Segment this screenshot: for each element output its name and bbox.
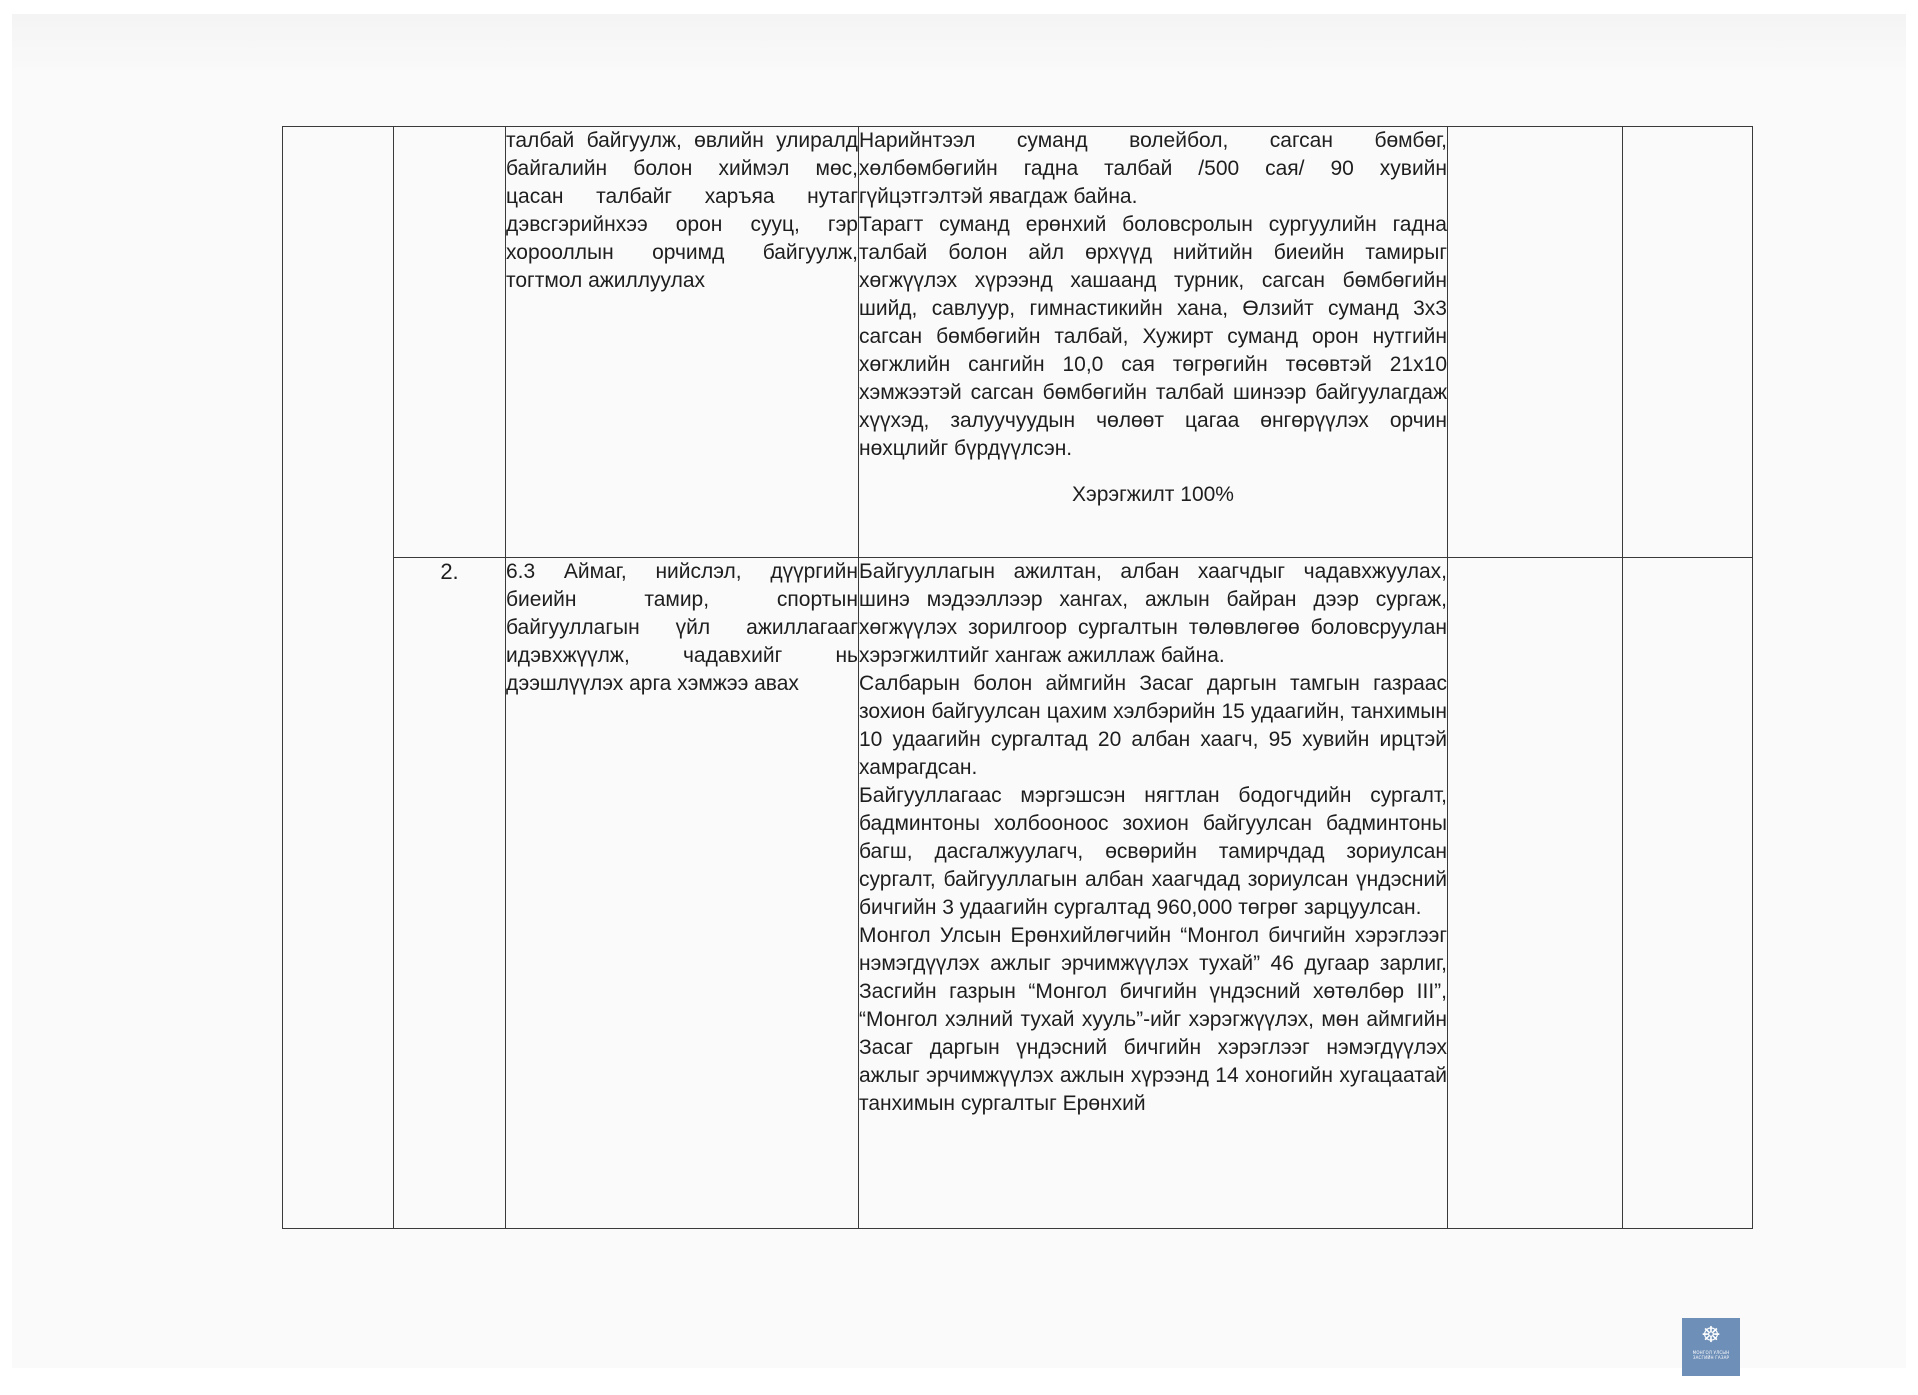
empty-cell [1623, 127, 1753, 558]
row-number-cell [394, 127, 506, 558]
progress-paragraph: Байгууллагын ажилтан, албан хаагчдыг чадавхжуулах, шинэ мэдээллээр хангах, ажлын байран дээр сургаж, хөгжүүлэх зорилгоор сургалтын төлөвлөгөө боловсруулан хэрэгжилтийг хангаж ажиллаж байна. [859, 560, 1447, 667]
row-number-cell: 2. [394, 558, 506, 1229]
progress-paragraph: Байгууллагаас мэргэшсэн нягтлан бодогчдийн сургалт, бадминтоны холбооноос зохион байгуулсан бадминтоны багш, дасгалжуулагч, өсвөрийн тамирчдад зориулсан сургалт, байгууллагын албан хаагчдад зориулсан үндэсний бичгийн 3 удаагийн сургалтад 960,000 төгрөг зарцуулсан. [859, 784, 1447, 919]
table-row [283, 127, 1753, 558]
measure-text: 6.3 Аймаг, нийслэл, дүүргийн биеийн тамир, спортын байгууллагын үйл ажиллагааг идэвхжүүлж, чадавхийг нь дээшлүүлэх арга хэмжээ авах [506, 560, 858, 695]
emblem-caption: МОНГОЛ УЛСЫН ЗАСГИЙН ГАЗАР [1692, 1350, 1730, 1360]
progress-paragraph: Монгол Улсын Ерөнхийлөгчийн “Монгол бичгийн хэрэглээг нэмэгдүүлэх ажлыг эрчимжүүлэх тухай” 46 дугаар зарлиг, Засгийн газрын “Монгол бичгийн үндэсний хөтөлбөр III”, “Монгол хэлний тухай хууль”-ийг хэрэгжүүлэх, мөн аймгийн Засаг даргын үндэсний бичгийн хэрэглээг нэмэгдүүлэх ажлыг эрчимжүүлэх ажлын хүрээнд 14 хоногийн хугацаатай танхимын сургалтыг Ерөнхий [859, 924, 1447, 1115]
progress-paragraph: Салбарын болон аймгийн Засаг даргын тамгын газраас зохион байгуулсан цахим хэлбэрийн 15 удаагийн, танхимын 10 удаагийн сургалтад 20 албан хаагч, 95 хувийн ирцтэй хамрагдсан. [859, 672, 1447, 779]
progress-paragraph: Тарагт суманд ерөнхий боловсролын сургуулийн гадна талбай болон айл өрхүүд нийтийн биеийн тамирыг хөгжүүлэх хүрээнд хашаанд турник, сагсан бөмбөгийн шийд, савлуур, гимнастикийн хана, Өлзийт суманд 3х3 сагсан бөмбөгийн талбай, Хужирт суманд орон нутгийн хөгжлийн сангийн 10,0 сая төгрөгийн төсөвтэй 21х10 хэмжээтэй сагсан бөмбөгийн талбай шинээр байгуулагдаж хүүхэд, залуучуудын чөлөөт цагаа өнгөрүүлэх орчин нөхцлийг бүрдүүлсэн. [859, 213, 1447, 460]
report-table [282, 126, 1753, 1229]
empty-cell [1448, 127, 1623, 558]
measure-cell [506, 127, 859, 558]
progress-cell [859, 558, 1448, 1229]
progress-cell [859, 127, 1448, 558]
progress-paragraph: Нарийнтээл суманд волейбол, сагсан бөмбөг, хөлбөмбөгийн гадна талбай /500 сая/ 90 хувийн гүйцэтгэлтэй явагдаж байна. [859, 129, 1447, 208]
soyombo-emblem-icon: ☸ [1701, 1323, 1721, 1348]
measure-cell [506, 558, 859, 1229]
empty-cell [1448, 558, 1623, 1229]
index-column-cell [283, 127, 394, 1229]
government-emblem [1682, 1318, 1740, 1376]
completion-rate: Хэрэгжилт 100% [1072, 483, 1234, 506]
empty-cell [1623, 558, 1753, 1229]
table-row [283, 558, 1753, 1229]
measure-text: талбай байгуулж, өвлийн улиралд байгалийн болон хиймэл мөс, цасан талбайг харъяа нутаг дэвсгэрийнхээ орон сууц, гэр хорооллын орчимд байгуулж, тогтмол ажиллуулах [506, 129, 858, 292]
